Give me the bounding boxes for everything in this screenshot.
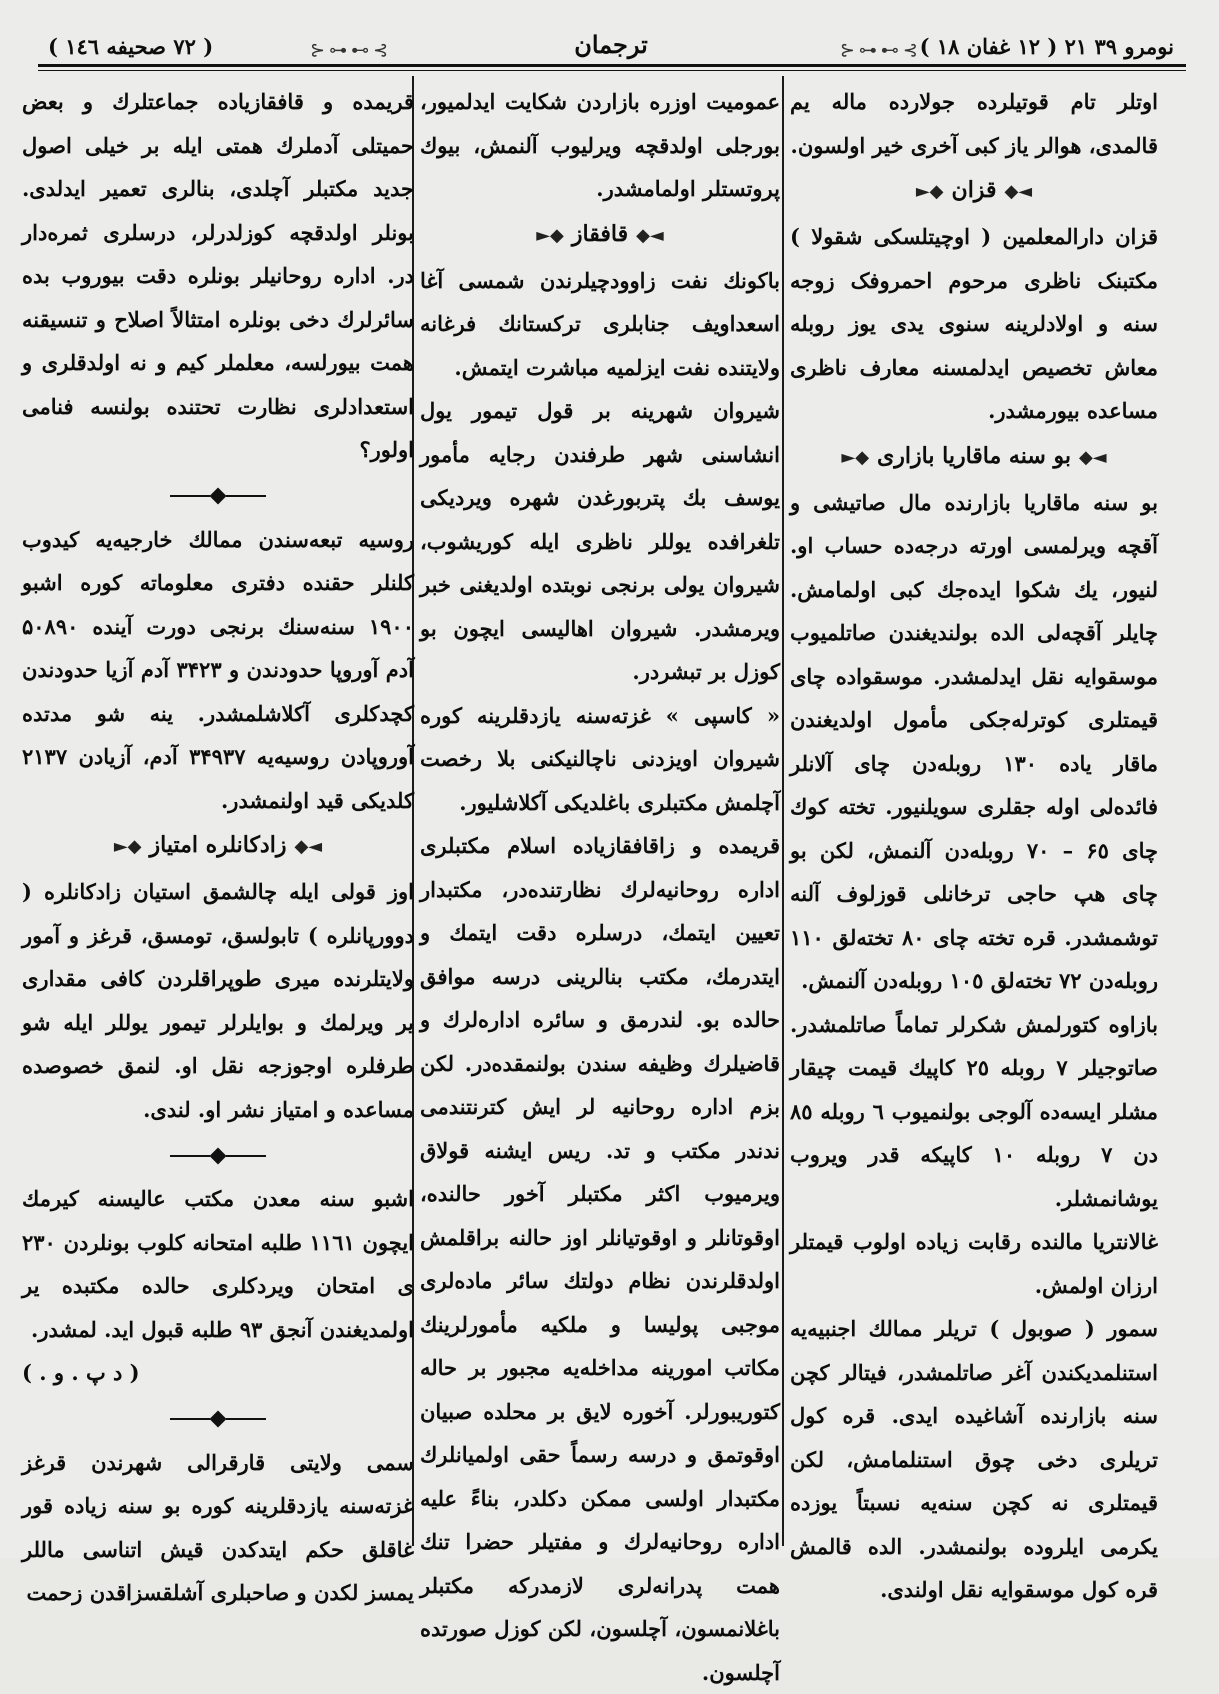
column-divider-right xyxy=(782,76,784,1546)
column-left xyxy=(22,80,414,1615)
article-paragraph: غالانتریا مالنده رقابت زیاده اولوب قیمتلر ارزان اولمش. xyxy=(790,1229,1158,1298)
article-paragraph: قریمده و زاقافقازیاده اسلام مکتبلری اداره روحانیه‌لرك نظارتنده‌در، مکتبدار تعیین ایتمك، درسلره دقت ایتمك و ایتدرمك، مکتب بنالرینی درسه موافق حالده بو. لندرمق و سائره اداره‌لرك و قاضیلرك وظیفه سندن بولنمقده‌در. لکن بزم اداره روحانیه لر ایش کترنتندمی ندندر مکتب و تد. ریس ایشنه قولاق ویرمیوب اکثر مکتبلر آخور حالنده، اوقوتانلر و اوقوتیانلر اوز حالنه براقلمش اولدقلرندن نظام دولتك سائر ماده‌لری موجبی پولیسا و ملکیه مأمورلرینك مکاتب امورینه مداخله‌یه مجبور بر حاله کتوریبورلر. آخوره لایق بر محلده صبیان اوقوتمق و درسه رسماً حقی اولمیانلرك مکتبدار اولسی ممکن دکلدر، بناءً علیه اداره روحانیه‌لرك و مفتیلر حضرا تنك همت پدرانه‌لری لازمدرکه مکتبلر باغلانمسون، آچلسون، لکن کوزل صورتده آچلسون. xyxy=(420,833,780,1685)
article-paragraph: اوز قولی ایله چالشمق استیان زادکانلره ( دوورپانلره ) تابولسق، تومسق، قرغز و آمور ولایتلرنده میری طوپراقلردن کافی مقداری یر ویرلمك و بوایلرلر تیمور یوللر ایله شو طرفلره اوجوزجه نقل او. لنمق خصوصده مساعده و امتیاز نشر او. لندی. xyxy=(22,879,414,1122)
article-paragraph: قریمده و قافقازیاده جماعتلرك و بعض حمیتلی آدملرك همتی ایله بر خیلی اصول جدید مکتبلر آچلدی، بنالری تعمیر ایدلدی. بونلر اولدقچه کوزلدرلر، درسلری ثمره‌دار در. اداره روحانیلر بونلره دقت بیوروب بده سائرلرك دخی بونلره امتثالاً اصلاح و تنسیقنه همت بیورلسه، معلملر کیم و نه اولدقلری و استعدادلری نظارت تحتنده بولنسه فنامی اولور؟ xyxy=(22,89,414,462)
section-divider xyxy=(22,1395,414,1441)
newspaper-title: ترجمان xyxy=(574,30,648,59)
article-paragraph: اوتلر تام قوتیلرده جولارده ماله یم قالمدی، هوالر یاز کبی آخری خیر اولسون. xyxy=(790,89,1158,158)
column-middle xyxy=(420,80,780,1694)
header-ornament-left: ⊱⊶⊷⊰ xyxy=(310,40,393,61)
section-heading-makaria: ◄◆بو سنه ماقاریا بازاری◆► xyxy=(841,442,1107,469)
issue-number: نومرو ۳۹ ٢١ ( ١٢ غفان ١٨ ) xyxy=(919,34,1174,59)
article-paragraph: اشبو سنه معدن مکتب عالیسنه کیرمك ایچون ۱۱٦۱ طلبه امتحانه کلوب بونلردن ۲۳۰ ی امتحان ویردکلری حالده مکتبده یر اولمدیغندن آنجق ۹۳ طلبه قبول اید. لمشدر. xyxy=(22,1186,414,1342)
section-heading-kazan: ◄◆قزان◆► xyxy=(915,177,1033,203)
header-rule-thin xyxy=(38,70,1186,71)
page-header xyxy=(40,18,1182,68)
section-heading-caucasus: ◄◆قافقاز◆► xyxy=(536,220,664,247)
article-paragraph: بو سنه ماقاریا بازارنده مال صاتیشی و آقچه ویرلمسی اورته درجه‌ده حساب او. لنیور، یك شکوا ایده‌جك کبی اولمامش. چایلر آقچه‌لی الده بولندیغندن صاتلمیوب موسقوایه نقل ایدلمشدر. موسقواده چای قیمتلری کوترله‌جکی مأمول اولدیغندن ماقار یاده ۱۳۰ روبله‌دن چای آلانلر فائده‌لی اوله جقلری سویلنیور. تخته کوك چای ۶٥ – ۷۰ روبله‌دن آلنمش، لکن بو چای هپ حاجی ترخانلی قوزلوف آلنه توشمشدر. قره تخته چای ۸۰ تخته‌لق ۱۱۰ روبله‌دن ۷۲ تخته‌لق ۱۰٥ روبله‌دن آلنمش. xyxy=(790,489,1158,993)
section-divider xyxy=(22,472,414,518)
header-ornament-right: ⊱⊶⊷⊰ xyxy=(839,40,922,61)
article-paragraph: عمومیت اوزره بازاردن شکایت ایدلمیور، بورجلی اولدقچه ویرلیوب آلنمش، بیوك پروتستلر اولمامشدر. xyxy=(420,89,780,201)
article-paragraph: سمور ( صوبول ) تریلر ممالك اجنبیه‌یه استنلمدیکندن آغر صاتلمشدر، فیتالر کچن سنه بازارنده آشاغیده ایدی. قره کول تریلری دخی چوق استنلمامش، لکن قیمتلری نه کچن سنه‌یه نسبتاً یوزده یکرمی ایلروده بولنمشدر. الده قالمش قره کول موسقوایه نقل اولندی. xyxy=(790,1316,1158,1602)
section-divider xyxy=(22,1131,414,1177)
column-right xyxy=(790,80,1158,1612)
source-signature: ( د پ . و . ) xyxy=(22,1360,140,1385)
page-number: ( ٧٢ صحیفه ١٤٦ ) xyxy=(48,34,214,59)
article-paragraph: « کاسپی » غزته‌سنه یازدقلرینه کوره شیروان اویزدنی ناچالنیکنی بلا رخصت آچلمش مکتبلری باغلدیکی آکلاشلیور. xyxy=(420,702,780,815)
article-paragraph: شیروان شهرینه بر قول تیمور یول انشاسنی شهر طرفندن رجایه مأمور یوسف بك پتربورغدن شهره ویردیکی تلغرافده یوللر ناظری ایله کوریشوب، شیروان یولی برنجی نوبتده اولدیغنی خبر ویرمشدر. شیروان اهالیسی ایچون بو کوزل بر تبشردر. xyxy=(420,398,780,684)
article-paragraph: بازاوه کتورلمش شکرلر تماماً صاتلمشدر. صاتوجیلر ۷ روبله ۲٥ کاپیك قیمت چیقار مشلر ایسه‌ده آلوجی بولنمیوب ٦ روبله ۸٥ دن ۷ روبله ۱۰ کاپیکه قدر ویروب یوشانمشلر. xyxy=(790,1011,1159,1211)
article-paragraph: روسیه تبعه‌سندن ممالك خارجیه‌یه کیدوب کلنلر حقنده دفتری معلوماته کوره اشبو ۱۹۰۰ سنه‌سنك برنجی دورت آینده ۵۰۸۹۰ آدم آوروپا حدودندن و ۳۴۲۳ آدم آزیا حدودندن کچدکلری آکلاشلمشدر. ینه شو مدتده آوروپادن روسیه‌یه ۳۴۹۳۷ آدم، آزیادن ۲۱۳۷ کلدیکی قید اولنمشدر. xyxy=(22,526,414,813)
article-paragraph: باکونك نفت زاوودچیلرندن شمسی آغا اسعداویف جنابلری ترکستانك فرغانه ولایتنده نفت ایزلمیه مباشرت ایتمش. xyxy=(420,267,780,380)
section-heading-nobility: ◄◆زادکانلره امتیاز◆► xyxy=(113,832,323,858)
article-paragraph: سمی ولایتی قارقرالی شهرندن قرغز غزته‌سنه یازدقلرینه کوره بو سنه زیاده قور غاقلق حکم ایتدکدن قیش اتناسی ماللر یمسز لکدن و صاحبلری آشلقسزاقدن زحمت xyxy=(22,1449,414,1605)
header-rule xyxy=(38,64,1186,67)
article-paragraph: قزان دارالمعلمین ( اوچیتلسکی شقولا ) مکتبنک ناظری مرحوم احمروفک زوجه سنه و اولادلرینه سنوی یدی یوز روبله معاش تخصیص ایدلمسنه معارف ناظری مساعده بیورمشدر. xyxy=(790,224,1158,423)
